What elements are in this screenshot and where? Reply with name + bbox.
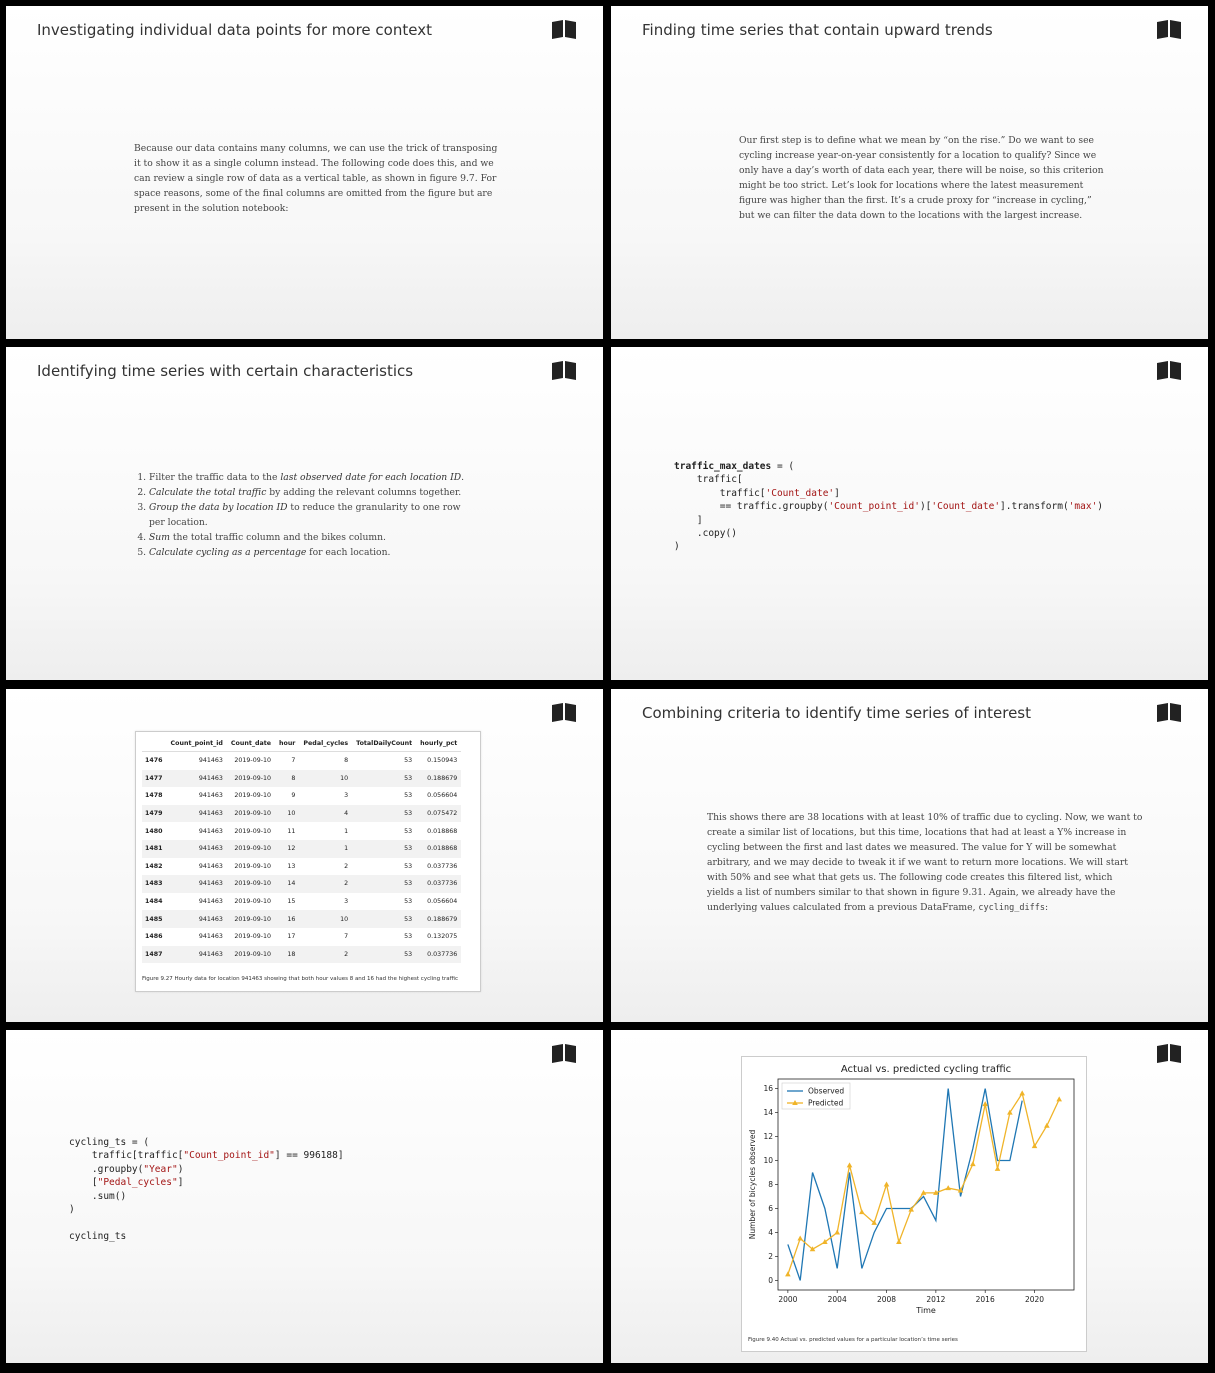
book-logo-icon [551, 703, 577, 722]
table-cell: 0.056604 [427, 898, 458, 906]
step-emphasis: last observed date for each location ID [280, 472, 462, 483]
code-string: "Count_point_id" [183, 1150, 275, 1162]
step-emphasis: Group the data by location ID [149, 502, 288, 513]
table-cell: 2019-09-10 [227, 910, 275, 928]
table-cell: 18 [275, 946, 299, 964]
row-index: 1486 [145, 933, 163, 941]
step-text: the total traffic column and the bikes column. [169, 532, 386, 543]
table-row [142, 875, 461, 893]
table-cell: 8 [275, 770, 299, 788]
code-string: 'max' [1068, 501, 1098, 513]
predicted-point [847, 1162, 853, 1167]
legend-label: Predicted [808, 1098, 844, 1108]
step-text: Filter the traffic data to the [149, 472, 281, 483]
slide-chart [611, 1030, 1208, 1363]
table-cell: 17 [287, 933, 296, 941]
slide-upward-trends [611, 6, 1208, 339]
row-index: 1479 [142, 805, 167, 823]
x-tick-label: 2008 [876, 1295, 897, 1304]
code-token: ] [674, 514, 703, 526]
y-axis-label: Number of bicycles observed [748, 1129, 757, 1240]
step-text: for each location. [306, 547, 391, 558]
y-tick-label: 14 [763, 1108, 773, 1118]
table-cell: 941463 [198, 792, 223, 800]
steps-list [139, 470, 479, 560]
slide-investigating [6, 6, 603, 339]
row-index: 1481 [142, 840, 167, 858]
table-cell: 13 [287, 862, 296, 870]
code-token: traffic[ [674, 474, 743, 486]
predicted-point [896, 1239, 902, 1244]
step-item [149, 530, 479, 545]
code-token: ] [834, 487, 840, 499]
y-tick-label: 16 [763, 1084, 773, 1094]
table-row [142, 805, 461, 823]
legend-label: Observed [808, 1086, 845, 1096]
row-index: 1480 [145, 827, 163, 835]
table-cell: 2 [299, 875, 352, 893]
table-cell: 0.018868 [427, 827, 458, 835]
row-index: 1487 [142, 946, 167, 964]
code-token: == traffic.groupby( [674, 501, 829, 513]
slide-paragraph [134, 141, 497, 216]
code-line [69, 1190, 344, 1203]
table-row [142, 822, 461, 840]
column-header [142, 735, 167, 752]
table-row [142, 840, 461, 858]
y-tick-label: 10 [763, 1156, 773, 1166]
text-line: cycling increase year-on-year consistently for a location to qualify? Since we [739, 150, 1097, 161]
table-cell: 15 [287, 898, 296, 906]
predicted-point [1056, 1096, 1062, 1101]
y-tick-label: 6 [768, 1203, 773, 1213]
code-block [674, 460, 1103, 554]
table-cell: 53 [404, 757, 413, 765]
table-cell: 941463 [198, 827, 223, 835]
predicted-point [785, 1271, 791, 1276]
table-cell: 14 [275, 875, 299, 893]
slide-hourly-table [6, 689, 603, 1022]
table-cell: 53 [404, 933, 413, 941]
slide-combining-criteria [611, 689, 1208, 1022]
table-cell: 2019-09-10 [234, 792, 272, 800]
table-cell: 53 [404, 827, 413, 835]
y-tick-label: 12 [763, 1132, 773, 1142]
code-block [69, 1136, 344, 1243]
table-cell: 2019-09-10 [227, 840, 275, 858]
table-cell: 0.037736 [416, 875, 461, 893]
table-cell: 941463 [167, 840, 227, 858]
x-tick-label: 2020 [1024, 1295, 1045, 1304]
table-cell: 10 [299, 770, 352, 788]
chart-title: Actual vs. predicted cycling traffic [840, 1064, 1012, 1075]
table-cell: 2019-09-10 [234, 757, 272, 765]
y-tick-label: 0 [768, 1275, 773, 1285]
table-cell: 2019-09-10 [234, 862, 272, 870]
code-token: ) [177, 1163, 184, 1175]
predicted-point [884, 1182, 890, 1187]
table-cell: 941463 [167, 770, 227, 788]
table-cell: 941463 [167, 910, 227, 928]
column-header: Count_date [227, 735, 275, 752]
step-item [149, 500, 479, 530]
code-line [69, 1216, 344, 1229]
code-token: .groupby( [69, 1163, 144, 1175]
code-token: ] [177, 1177, 184, 1189]
text-line: space reasons, some of the final columns are omitted from the figure but are [134, 188, 493, 199]
data-table [142, 735, 461, 963]
text-line: cycling between the first and last dates we measured. The value for Y will be somewhat [707, 842, 1117, 853]
table-cell: 9 [291, 792, 296, 800]
slide-code-cycling-ts [6, 1030, 603, 1363]
predicted-point [1044, 1123, 1050, 1128]
table-row [142, 946, 461, 964]
table-cell: 2019-09-10 [227, 946, 275, 964]
table-cell: 1 [344, 827, 349, 835]
code-line [69, 1176, 344, 1189]
table-cell: 0.188679 [416, 770, 461, 788]
step-text: by adding the relevant columns together. [266, 487, 462, 498]
table-cell: 941463 [167, 875, 227, 893]
figure-caption: Figure 9.40 Actual vs. predicted values for a particular location’s time series [748, 1337, 958, 1343]
table-row [142, 752, 461, 770]
x-axis-label: Time [916, 1306, 936, 1315]
code-token: cycling_ts [69, 1230, 127, 1242]
table-cell: 2 [344, 862, 349, 870]
x-tick-label: 2016 [975, 1295, 995, 1304]
code-line [674, 460, 1103, 473]
table-row [142, 928, 461, 946]
step-emphasis: Sum [149, 532, 170, 543]
x-tick-label: 2004 [827, 1295, 847, 1304]
code-string: 'Count_point_id' [828, 501, 920, 513]
table-cell: 941463 [167, 946, 227, 964]
text-line: create a similar list of locations, but this time, locations that had at least a Y% increase in [707, 827, 1127, 838]
code-token: cycling_ts = ( [69, 1137, 150, 1148]
x-tick-label: 2012 [926, 1295, 946, 1304]
code-token: ) [69, 1204, 75, 1216]
code-line [69, 1203, 344, 1216]
table-cell: 1 [299, 840, 352, 858]
predicted-point [970, 1161, 976, 1166]
book-logo-icon [1156, 703, 1182, 722]
step-item [149, 470, 479, 485]
code-token: traffic[traffic[ [69, 1150, 184, 1162]
code-token: ) [1097, 501, 1104, 513]
row-index: 1483 [142, 875, 167, 893]
chart-figure [741, 1056, 1087, 1352]
table-cell: 941463 [198, 898, 223, 906]
slide-title: Investigating individual data points for more context [37, 21, 432, 39]
row-index: 1476 [145, 757, 163, 765]
column-header: hour [275, 735, 299, 752]
step-item [149, 485, 479, 500]
code-token: ) [674, 541, 680, 553]
table-cell: 0.075472 [416, 805, 461, 823]
y-tick-label: 4 [768, 1227, 773, 1237]
book-logo-icon [1156, 1044, 1182, 1063]
book-logo-icon [551, 1044, 577, 1063]
code-token: ].transform( [1000, 501, 1069, 513]
table-row [142, 770, 461, 788]
x-tick-label: 2000 [778, 1295, 798, 1304]
code-token: )[ [919, 501, 932, 513]
code-token: .copy() [674, 528, 737, 540]
slide-paragraph [707, 810, 1142, 916]
slide-paragraph [739, 133, 1104, 223]
table-cell: 53 [352, 770, 416, 788]
inline-code: cycling_diffs [978, 903, 1045, 913]
y-tick-label: 8 [768, 1180, 773, 1189]
table-cell: 0.150943 [427, 757, 458, 765]
book-logo-icon [551, 361, 577, 380]
table-cell: 0.132075 [427, 933, 458, 941]
code-line [69, 1136, 344, 1149]
table-cell: 3 [344, 898, 349, 906]
code-line [674, 500, 1103, 513]
code-line [674, 540, 1103, 553]
code-token: ] == 996188] [274, 1150, 344, 1162]
table-cell: 0.037736 [427, 862, 458, 870]
table-cell: 53 [352, 910, 416, 928]
table-cell: 7 [291, 757, 296, 765]
table-cell: 4 [299, 805, 352, 823]
code-line [674, 487, 1103, 500]
step-emphasis: Calculate the total traffic [149, 487, 267, 498]
table-row [142, 858, 461, 876]
text-line: Our first step is to define what we mean by “on the rise.” Do we want to see [739, 135, 1094, 146]
table-cell: 0.188679 [416, 910, 461, 928]
table-cell: 7 [344, 933, 349, 941]
table-cell: 941463 [167, 805, 227, 823]
table-cell: 12 [275, 840, 299, 858]
code-variable: traffic_max_dates [674, 461, 772, 472]
row-index: 1478 [145, 792, 163, 800]
predicted-point [859, 1209, 865, 1214]
code-string: "Pedal_cycles" [97, 1177, 178, 1189]
table-cell: 16 [275, 910, 299, 928]
step-text: . [461, 472, 465, 483]
step-emphasis: Calculate cycling as a percentage [149, 547, 307, 558]
table-cell: 941463 [198, 933, 223, 941]
table-cell: 11 [287, 827, 296, 835]
figure-caption: Figure 9.27 Hourly data for location 941463 showing that both hour values 8 and 16 had the highest cycling traffic [142, 976, 459, 982]
code-line [69, 1163, 344, 1176]
line-chart [742, 1057, 1086, 1351]
code-token: .sum() [69, 1190, 127, 1202]
predicted-point [1019, 1090, 1025, 1095]
text-line [707, 900, 1142, 916]
text-line: but we can filter the data down to the locations with the largest increase. [739, 210, 1083, 221]
code-line [69, 1149, 344, 1162]
text-line: only have a day’s worth of data each year, there will be noise, so this criterion [739, 165, 1104, 176]
series-line-observed [788, 1086, 1022, 1281]
step-item [149, 545, 479, 560]
table-cell: 941463 [198, 862, 223, 870]
table-cell: 53 [352, 875, 416, 893]
column-header: Pedal_cycles [299, 735, 352, 752]
book-logo-icon [1156, 20, 1182, 39]
book-logo-icon [1156, 361, 1182, 380]
text-line: yields a list of numbers similar to that shown in figure 9.31. Again, we already have the [707, 887, 1116, 898]
code-token: [ [69, 1177, 98, 1189]
text-line: present in the solution notebook: [134, 203, 289, 214]
text-line: This shows there are 38 locations with at least 10% of traffic due to cycling. Now, we want to [707, 812, 1143, 823]
text-span: : [1044, 902, 1049, 913]
column-header: Count_point_id [167, 735, 227, 752]
table-cell: 53 [404, 862, 413, 870]
text-line: Because our data contains many columns, we can use the trick of transposing [134, 143, 498, 154]
slide-title: Finding time series that contain upward trends [642, 21, 993, 39]
text-line: arbitrary, and we may decide to tweak it if we want to return more locations. We will start [707, 857, 1128, 868]
predicted-point [797, 1235, 803, 1240]
slide-characteristics [6, 347, 603, 680]
table-cell: 8 [344, 757, 349, 765]
table-cell: 2 [299, 946, 352, 964]
table-row [142, 893, 461, 911]
row-index: 1477 [142, 770, 167, 788]
code-line [674, 473, 1103, 486]
table-cell: 53 [352, 946, 416, 964]
y-tick-label: 2 [768, 1251, 773, 1261]
column-header: TotalDailyCount [352, 735, 416, 752]
slide-code-max-dates [611, 347, 1208, 680]
predicted-point [834, 1229, 840, 1234]
code-token: = ( [771, 461, 795, 472]
table-row [142, 787, 461, 805]
step-text: to reduce the granularity to one row per location. [149, 502, 461, 528]
text-line: it to show it as a single column instead. The following code does this, and we [134, 158, 494, 169]
code-string: 'Count_date' [765, 487, 835, 499]
table-cell: 2019-09-10 [227, 770, 275, 788]
row-index: 1485 [142, 910, 167, 928]
table-cell: 0.037736 [416, 946, 461, 964]
predicted-point [945, 1185, 951, 1190]
code-line [69, 1230, 344, 1243]
row-index: 1484 [145, 898, 163, 906]
text-line: with 50% and see what that gets us. The following code creates this filtered list, which [707, 872, 1113, 883]
table-cell: 53 [404, 898, 413, 906]
code-string: "Year" [143, 1163, 178, 1175]
text-line: figure was higher than the first. It’s a crude proxy for “increase in cycling,” [739, 195, 1092, 206]
code-token: traffic[ [674, 487, 766, 499]
code-line [674, 527, 1103, 540]
table-cell: 2019-09-10 [227, 805, 275, 823]
table-row [142, 910, 461, 928]
text-line: can review a single row of data as a vertical table, as shown in figure 9.7. For [134, 173, 497, 184]
book-logo-icon [551, 20, 577, 39]
table-cell: 2019-09-10 [234, 898, 272, 906]
table-cell: 10 [299, 910, 352, 928]
table-cell: 10 [275, 805, 299, 823]
code-line [674, 514, 1103, 527]
table-cell: 0.056604 [427, 792, 458, 800]
figure-table [135, 731, 481, 992]
table-cell: 941463 [198, 757, 223, 765]
table-cell: 53 [352, 840, 416, 858]
table-cell: 2019-09-10 [227, 875, 275, 893]
table-cell: 0.018868 [416, 840, 461, 858]
table-cell: 2019-09-10 [234, 933, 272, 941]
table-cell: 53 [404, 792, 413, 800]
table-cell: 3 [344, 792, 349, 800]
slide-title: Identifying time series with certain characteristics [37, 362, 414, 380]
plot-frame [778, 1079, 1074, 1290]
text-line: might be too strict. Let’s look for locations where the latest measurement [739, 180, 1084, 191]
table-cell: 53 [352, 805, 416, 823]
row-index: 1482 [145, 862, 163, 870]
predicted-point [995, 1166, 1001, 1171]
text-span: underlying values calculated from a previous DataFrame, [707, 902, 979, 913]
table-cell: 2019-09-10 [234, 827, 272, 835]
slide-title: Combining criteria to identify time series of interest [642, 704, 1031, 722]
code-string: 'Count_date' [931, 501, 1001, 513]
column-header: hourly_pct [416, 735, 461, 752]
